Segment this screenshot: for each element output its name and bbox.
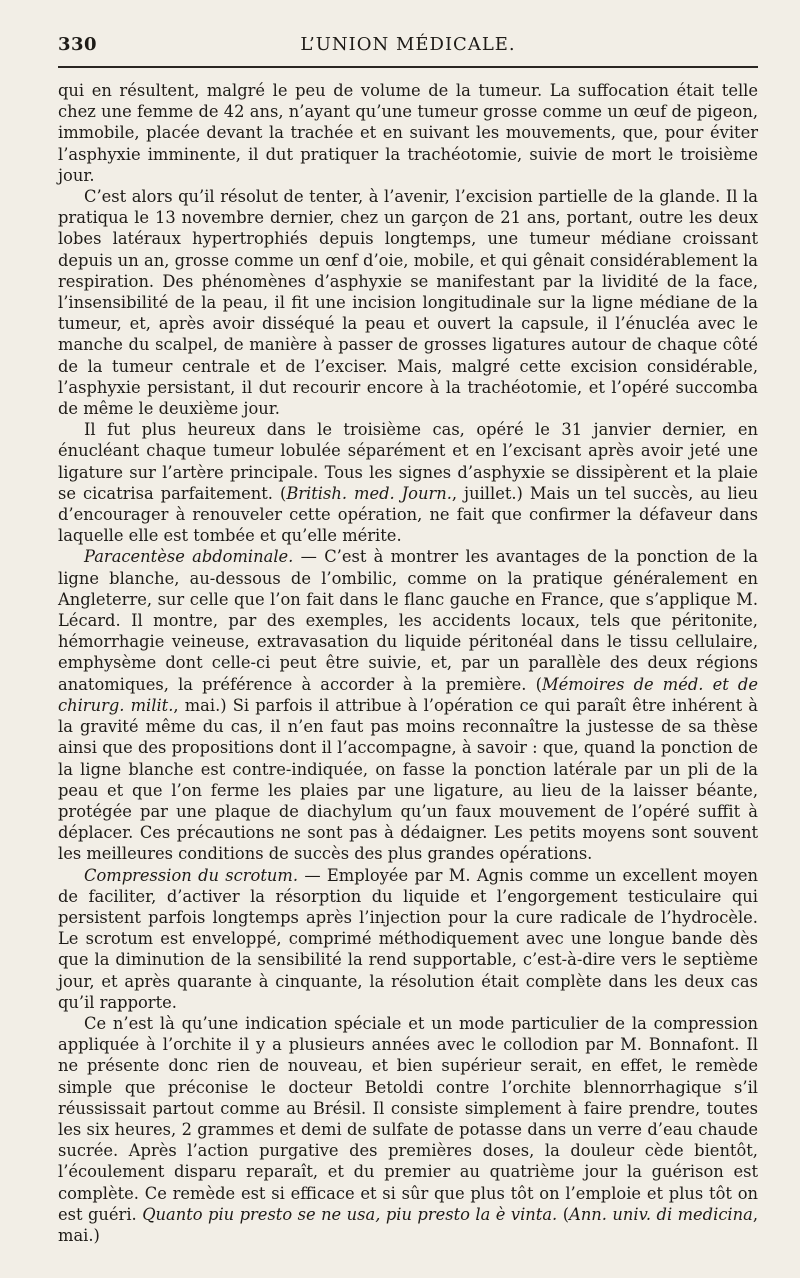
citation: Ann. univ. di medicina xyxy=(569,1204,753,1224)
page-number: 330 xyxy=(58,34,98,55)
citation: British. med. Journ. xyxy=(286,483,452,503)
section-lead: Compression du scrotum. xyxy=(84,865,298,885)
italian-quote: Quanto piu presto se ne usa, piu presto la è vinta. xyxy=(142,1204,558,1224)
header-rule xyxy=(58,66,758,68)
paragraph-compression: Compression du scrotum. — Employée par M. Agnis comme un excellent moyen de faciliter, d’activer la résorption du liquide et l’engorgement testiculaire qui persistent parfois longtemps après l’injection pour la cure radicale de l’hydrocèle. Le scrotum est enveloppé, comprimé méthodiquement avec une longue bande dès que la diminution de la sensibilité la rend supportable, c’est-à-dire vers le septième jour, et après quarante à cinquante, la résolution était complète dans les deux cas qu’il rapporte. xyxy=(58,865,758,1012)
paragraph-orchite: Ce n’est là qu’une indication spéciale et un mode particulier de la compression appliquée à l’orchite il y a plusieurs années avec le collodion par M. Bonnafont. Il ne présente donc rien de nouveau, et bien supérieur serait, en effet, le remède simple que préconise le docteur Betoldi contre l’orchite blennorrhagique s’il réussissait partout comme au Brésil. Il consiste simplement à faire prendre, toutes les six heures, 2 grammes et demi de sulfate de potasse dans un verre d’eau chaude sucrée. Après l’action purgative des premières doses, la douleur cède bientôt, l’écoulement disparu reparaît, et du premier au quatrième jour la guérison est complète. Ce remède est si efficace et si sûr que plus tôt on l’emploie et plus tôt on est guéri. Quanto piu presto se ne usa, piu presto la è vinta. (Ann. univ. di medicina, mai.) xyxy=(58,1013,759,1245)
section-lead: Paracentèse abdominale. xyxy=(84,547,294,567)
page-header xyxy=(58,34,758,62)
paragraph-2: C’est alors qu’il résolut de tenter, à l’avenir, l’excision partielle de la glande. Il la pratiqua le 13 novembre dernier, chez un garçon de 21 ans, portant, outre les deux lobes latéraux hypertrophiés depuis longtemps, une tumeur médiane croissant depuis un an, grosse comme un œnf d’oie, mobile, et qui gênait considérablement la respiration. Des phénomènes d’asphyxie se manifestant par la lividité de la face, l’insensibilité de la peau, il fit une incision longitudinale sur la ligne médiane de la tumeur, et, après avoir disséqué la peau et ouvert la capsule, il l’énucléa avec le manche du scalpel, de manière à passer de grosses ligatures autour de chaque côté de la tumeur centrale et de l’exciser. Mais, malgré cette excision considérable, l’asphyxie persistant, il dut recourir encore à la trachéotomie, et l’opéré succomba de même le deuxième jour. xyxy=(58,187,758,419)
paragraph-1: qui en résultent, malgré le peu de volume de la tumeur. La suffocation était telle chez une femme de 42 ans, n’ayant qu’une tumeur grosse comme un œuf de pigeon, immobile, placée devant la trachée et en suivant les mouvements, que, pour éviter l’asphyxie imminente, il dut pratiquer la trachéotomie, suivie de mort le troisième jour. xyxy=(58,81,758,185)
citation: Mémoires de méd. et de chirurg. milit. xyxy=(58,674,758,715)
paragraph-paracentese: Paracentèse abdominale. — C’est à montrer les avantages de la ponction de la ligne blanche, au-dessous de l’ombilic, comme on la pratique généralement en Angleterre, sur celle que l’on fait dans le flanc gauche en France, que s’applique M. Lécard. Il montre, par des exemples, les accidents locaux, tels que péritonite, hémorrhagie veineuse, extravasation du liquide péritonéal dans le tissu cellulaire, emphysème dont celle-ci peut être suivie, et, par un parallèle des deux régions anatomiques, la préférence à accorder à la première. (Mémoires de méd. et de chirurg. milit., mai.) Si parfois il attribue à l’opération ce qui paraît être inhérent à la gravité même du cas, il n’en faut pas moins reconnaître la justesse de sa thèse ainsi que des propositions dont il l’accompagne, à savoir : que, quand la ponction de la ligne blanche est contre-indiquée, on fasse la ponction latérale par un pli de la peau et que l’on ferme les plaies par une ligature, au lieu de la laisser béante, protégée par une plaque de diachylum qu’un faux mouvement de l’opéré suffit à déplacer. Ces précautions ne sont pas à dédaigner. Les petits moyens sont souvent les meilleures conditions de succès des plus grandes opérations. xyxy=(58,547,758,864)
page-body xyxy=(58,80,758,1246)
running-title: L’UNION MÉDICALE. xyxy=(300,34,516,55)
paragraph-3: Il fut plus heureux dans le troisième cas, opéré le 31 janvier dernier, en énucléant chaque tumeur lobulée séparément et en l’excisant après avoir jeté une ligature sur l’artère principale. Tous les signes d’asphyxie se dissipèrent et la plaie se cicatrisa parfaitement. (British. med. Journ., juillet.) Mais un tel succès, au lieu d’encourager à renouveler cette opération, ne fait que confirmer la défaveur dans laquelle elle est tombée et qu’elle mérite. xyxy=(58,420,758,546)
